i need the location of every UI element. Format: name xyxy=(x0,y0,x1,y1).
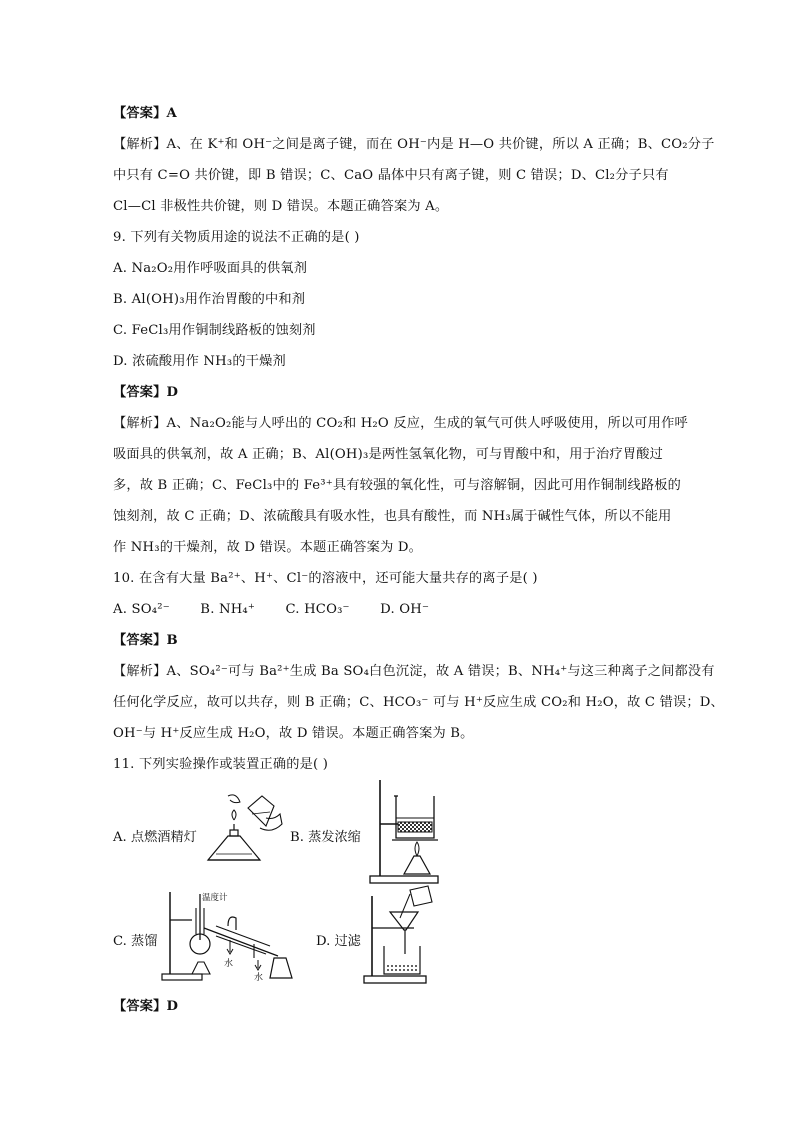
q11-option-a: A. 点燃酒精灯 xyxy=(113,830,197,845)
explanation-q8-line1: 【解析】A、在 K⁺和 OH⁻之间是离子键，而在 OH⁻内是 H—O 共价键，所以 A 正确；B、CO₂分子 xyxy=(113,137,715,152)
q10-option-a: A. SO₄²⁻ xyxy=(113,602,170,617)
filtration-apparatus-figure xyxy=(362,884,436,986)
explanation-q9-line5: 作 NH₃的干燥剂，故 D 错误。本题正确答案为 D。 xyxy=(113,540,423,555)
q9-option-a: A. Na₂O₂用作呼吸面具的供氧剂 xyxy=(113,261,308,276)
answer-q9: 【答案】D xyxy=(113,385,179,400)
q11-option-b: B. 蒸发浓缩 xyxy=(290,830,361,845)
question-11: 11. 下列实验操作或装置正确的是( ) xyxy=(113,757,329,772)
question-10: 10. 在含有大量 Ba²⁺、H⁺、Cl⁻的溶液中，还可能大量共存的离子是( ) xyxy=(113,571,538,586)
explanation-q10-line3: OH⁻与 H⁺反应生成 H₂O，故 D 错误。本题正确答案为 B。 xyxy=(113,726,474,741)
alcohol-lamp-lighting-figure xyxy=(200,790,285,868)
answer-q8: 【答案】A xyxy=(113,106,177,121)
water-outlet-label: 水 xyxy=(254,973,264,983)
thermometer-label: 温度计 xyxy=(202,893,228,903)
q11-option-d: D. 过滤 xyxy=(316,934,361,949)
q9-option-b: B. Al(OH)₃用作治胃酸的中和剂 xyxy=(113,292,306,307)
q10-option-c: C. HCO₃⁻ xyxy=(285,602,350,617)
explanation-q10-line1: 【解析】A、SO₄²⁻可与 Ba²⁺生成 Ba SO₄白色沉淀，故 A 错误；B、NH₄⁺与这三种离子之间都没有 xyxy=(113,664,715,679)
water-inlet-label: 水 xyxy=(224,959,234,969)
q10-option-b: B. NH₄⁺ xyxy=(200,602,256,617)
explanation-q9-line2: 吸面具的供氧剂，故 A 正确；B、Al(OH)₃是两性氢氧化物，可与胃酸中和，用于治疗胃酸过 xyxy=(113,447,663,462)
q11-option-c: C. 蒸馏 xyxy=(113,934,158,949)
explanation-q8-line2: 中只有 C=O 共价键，即 B 错误；C、CaO 晶体中只有离子键，则 C 错误；D、Cl₂分子只有 xyxy=(113,168,669,183)
distillation-apparatus-figure xyxy=(158,888,298,984)
explanation-q9-line1: 【解析】A、Na₂O₂能与人呼出的 CO₂和 H₂O 反应，生成的氧气可供人呼吸使用，所以可用作呼 xyxy=(113,416,688,431)
question-9: 9. 下列有关物质用途的说法不正确的是( ) xyxy=(113,230,360,245)
explanation-q10-line2: 任何化学反应，故可以共存，则 B 正确；C、HCO₃⁻ 可与 H⁺反应生成 CO₂和 H₂O，故 C 错误；D、 xyxy=(113,695,724,710)
q10-options xyxy=(113,601,455,619)
evaporation-apparatus-figure xyxy=(368,778,448,886)
answer-q10: 【答案】B xyxy=(113,633,178,648)
explanation-q9-line3: 多，故 B 正确；C、FeCl₃中的 Fe³⁺具有较强的氧化性，可与溶解铜，因此可用作铜制线路板的 xyxy=(113,478,682,493)
q9-option-d: D. 浓硫酸用作 NH₃的干燥剂 xyxy=(113,354,286,369)
q9-option-c: C. FeCl₃用作铜制线路板的蚀刻剂 xyxy=(113,323,316,338)
explanation-q8-line3: Cl—Cl 非极性共价键，则 D 错误。本题正确答案为 A。 xyxy=(113,199,449,214)
explanation-q9-line4: 蚀刻剂，故 C 正确；D、浓硫酸具有吸水性，也具有酸性，而 NH₃属于碱性气体，所以不能用 xyxy=(113,509,672,524)
q10-option-d: D. OH⁻ xyxy=(380,602,430,617)
answer-q11: 【答案】D xyxy=(113,999,179,1014)
